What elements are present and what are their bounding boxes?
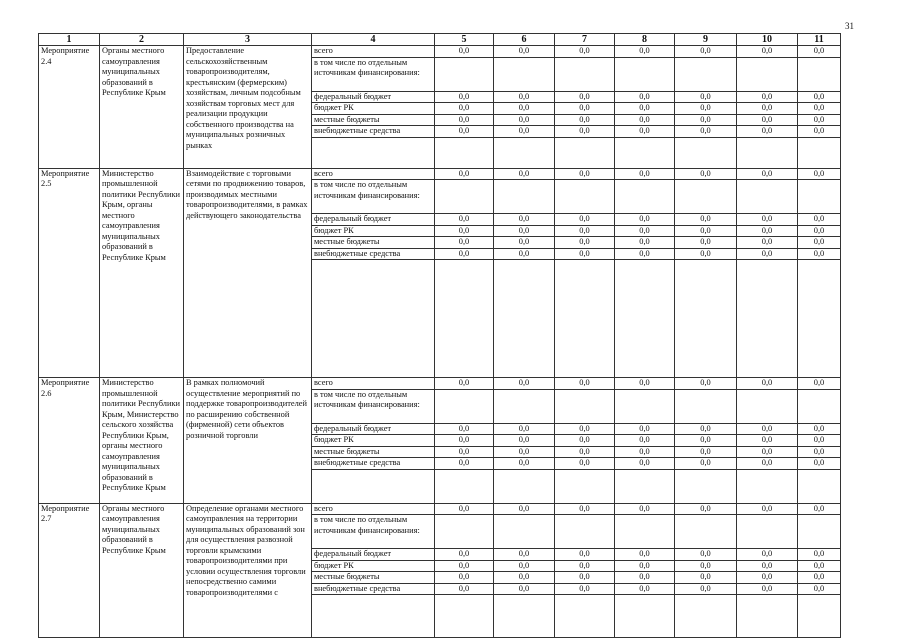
source-label: всего [312,378,435,390]
source-label: внебюджетные средства [312,458,435,470]
empty-cell [435,57,494,91]
value-cell: 0,0 [555,549,615,561]
value-cell: 0,0 [555,214,615,226]
value-cell: 0,0 [737,458,798,470]
empty-cell [494,180,555,214]
value-cell: 0,0 [615,46,675,58]
value-cell: 0,0 [435,214,494,226]
value-cell: 0,0 [555,91,615,103]
value-cell: 0,0 [737,248,798,260]
value-cell: 0,0 [798,549,841,561]
value-cell: 0,0 [798,103,841,115]
value-cell: 0,0 [615,103,675,115]
value-cell: 0,0 [435,46,494,58]
source-label: местные бюджеты [312,572,435,584]
measure-description: Предоставление сельскохозяйственным товаропроизводителям, крестьянским (фермерским) хозяйствам, личным подсобным хозяйствам торговых мест для реализации продукции собственного производства на муниципальных розничных рынках [184,46,312,169]
empty-cell [798,595,841,638]
value-cell: 0,0 [798,378,841,390]
value-cell: 0,0 [435,560,494,572]
source-label: внебюджетные средства [312,248,435,260]
empty-cell [737,57,798,91]
value-cell: 0,0 [798,458,841,470]
value-cell: 0,0 [555,225,615,237]
measure-total-row [39,46,841,58]
value-cell: 0,0 [615,549,675,561]
value-cell: 0,0 [435,248,494,260]
value-cell: 0,0 [737,225,798,237]
measure-total-row [39,378,841,390]
empty-cell [435,260,494,378]
value-cell: 0,0 [737,503,798,515]
empty-cell [737,515,798,549]
value-cell: 0,0 [555,46,615,58]
value-cell: 0,0 [435,103,494,115]
empty-cell [494,260,555,378]
value-cell: 0,0 [494,237,555,249]
value-cell: 0,0 [798,248,841,260]
value-cell: 0,0 [435,126,494,138]
empty-cell [798,57,841,91]
value-cell: 0,0 [798,91,841,103]
source-label: местные бюджеты [312,114,435,126]
value-cell: 0,0 [675,91,737,103]
value-cell: 0,0 [675,168,737,180]
value-cell: 0,0 [494,214,555,226]
measure-total-row [39,168,841,180]
value-cell: 0,0 [737,126,798,138]
source-label: в том числе по отдельным источникам финансирования: [312,57,435,91]
value-cell: 0,0 [798,583,841,595]
value-cell: 0,0 [675,435,737,447]
value-cell: 0,0 [675,378,737,390]
value-cell: 0,0 [798,214,841,226]
value-cell: 0,0 [555,572,615,584]
source-label: бюджет РК [312,103,435,115]
value-cell: 0,0 [435,114,494,126]
value-cell: 0,0 [435,237,494,249]
empty-cell [435,180,494,214]
empty-cell [494,515,555,549]
empty-cell [555,180,615,214]
empty-cell [615,180,675,214]
col-header: 4 [312,34,435,46]
source-label: всего [312,503,435,515]
source-label: федеральный бюджет [312,423,435,435]
value-cell: 0,0 [615,225,675,237]
value-cell: 0,0 [615,572,675,584]
source-label: федеральный бюджет [312,91,435,103]
measure-id: Мероприятие 2.4 [39,46,100,169]
empty-cell [798,137,841,168]
value-cell: 0,0 [435,91,494,103]
value-cell: 0,0 [555,423,615,435]
value-cell: 0,0 [494,435,555,447]
value-cell: 0,0 [615,237,675,249]
empty-cell [555,57,615,91]
empty-cell [435,469,494,503]
value-cell: 0,0 [555,248,615,260]
empty-cell [737,137,798,168]
source-label: всего [312,46,435,58]
value-cell: 0,0 [555,560,615,572]
value-cell: 0,0 [737,446,798,458]
value-cell: 0,0 [798,225,841,237]
value-cell: 0,0 [615,458,675,470]
empty-cell [555,469,615,503]
value-cell: 0,0 [675,214,737,226]
value-cell: 0,0 [675,114,737,126]
empty-cell [555,137,615,168]
empty-cell [675,389,737,423]
value-cell: 0,0 [494,114,555,126]
value-cell: 0,0 [615,248,675,260]
empty-cell [737,180,798,214]
value-cell: 0,0 [494,46,555,58]
value-cell: 0,0 [494,503,555,515]
value-cell: 0,0 [555,378,615,390]
measure-id: Мероприятие 2.6 [39,378,100,504]
empty-cell [435,515,494,549]
empty-cell [555,515,615,549]
value-cell: 0,0 [737,114,798,126]
value-cell: 0,0 [675,126,737,138]
value-cell: 0,0 [798,126,841,138]
empty-cell [737,260,798,378]
measure-description: Взаимодействие с торговыми сетями по продвижению товаров, производимых местными товаропроизводителями, в рамках действующего законодательства [184,168,312,378]
value-cell: 0,0 [435,446,494,458]
value-cell: 0,0 [615,435,675,447]
empty-cell [798,180,841,214]
value-cell: 0,0 [737,423,798,435]
value-cell: 0,0 [435,423,494,435]
value-cell: 0,0 [675,572,737,584]
value-cell: 0,0 [798,46,841,58]
value-cell: 0,0 [615,91,675,103]
empty-cell [675,469,737,503]
empty-cell [675,57,737,91]
value-cell: 0,0 [675,225,737,237]
source-label: внебюджетные средства [312,583,435,595]
value-cell: 0,0 [494,572,555,584]
measure-description: В рамках полномочий осуществление мероприятий по поддержке товаропроизводителей по расширению собственной (фирменной) сети объектов розничной торговли [184,378,312,504]
value-cell: 0,0 [798,446,841,458]
empty-cell [615,515,675,549]
empty-cell [615,137,675,168]
value-cell: 0,0 [494,560,555,572]
col-header: 11 [798,34,841,46]
value-cell: 0,0 [494,549,555,561]
source-label: местные бюджеты [312,446,435,458]
value-cell: 0,0 [737,168,798,180]
value-cell: 0,0 [435,225,494,237]
value-cell: 0,0 [555,446,615,458]
value-cell: 0,0 [737,572,798,584]
source-label: местные бюджеты [312,237,435,249]
value-cell: 0,0 [798,423,841,435]
value-cell: 0,0 [435,435,494,447]
empty-cell [737,469,798,503]
value-cell: 0,0 [615,378,675,390]
col-header: 9 [675,34,737,46]
empty-cell [798,260,841,378]
value-cell: 0,0 [494,168,555,180]
value-cell: 0,0 [555,126,615,138]
empty-cell [435,137,494,168]
value-cell: 0,0 [675,46,737,58]
measure-description: Определение органами местного самоуправления на территории муниципальных образований зон для осуществления развозной торговли крымскими товаропроизводителями при условии осуществления торговли непосредственно самими товаропроизводителями с [184,503,312,638]
empty-cell [555,389,615,423]
value-cell: 0,0 [494,423,555,435]
value-cell: 0,0 [737,549,798,561]
value-cell: 0,0 [555,435,615,447]
col-header: 6 [494,34,555,46]
measure-executor: Министерство промышленной политики Республики Крым, органы местного самоуправления муниципальных образований в Республике Крым [100,168,184,378]
empty-cell [737,595,798,638]
measure-executor: Органы местного самоуправления муниципальных образований в Республике Крым [100,46,184,169]
empty-cell [312,469,435,503]
value-cell: 0,0 [555,583,615,595]
empty-cell [675,180,737,214]
value-cell: 0,0 [675,560,737,572]
empty-cell [798,389,841,423]
empty-cell [312,260,435,378]
value-cell: 0,0 [435,458,494,470]
value-cell: 0,0 [798,237,841,249]
empty-cell [494,469,555,503]
empty-cell [435,389,494,423]
value-cell: 0,0 [675,458,737,470]
value-cell: 0,0 [798,503,841,515]
value-cell: 0,0 [675,583,737,595]
source-label: в том числе по отдельным источникам финансирования: [312,180,435,214]
col-header: 8 [615,34,675,46]
value-cell: 0,0 [675,248,737,260]
value-cell: 0,0 [675,446,737,458]
source-label: бюджет РК [312,560,435,572]
empty-cell [615,469,675,503]
value-cell: 0,0 [737,435,798,447]
empty-cell [435,595,494,638]
empty-cell [675,515,737,549]
value-cell: 0,0 [798,114,841,126]
value-cell: 0,0 [615,126,675,138]
value-cell: 0,0 [435,168,494,180]
value-cell: 0,0 [615,423,675,435]
value-cell: 0,0 [675,549,737,561]
value-cell: 0,0 [798,572,841,584]
empty-cell [675,595,737,638]
value-cell: 0,0 [555,114,615,126]
value-cell: 0,0 [737,91,798,103]
empty-cell [615,260,675,378]
empty-cell [555,595,615,638]
value-cell: 0,0 [675,103,737,115]
value-cell: 0,0 [737,237,798,249]
empty-cell [555,260,615,378]
value-cell: 0,0 [494,91,555,103]
value-cell: 0,0 [435,378,494,390]
empty-cell [312,137,435,168]
value-cell: 0,0 [675,423,737,435]
value-cell: 0,0 [555,503,615,515]
col-header: 10 [737,34,798,46]
measure-total-row [39,503,841,515]
value-cell: 0,0 [737,103,798,115]
value-cell: 0,0 [435,503,494,515]
value-cell: 0,0 [675,503,737,515]
source-label: федеральный бюджет [312,549,435,561]
value-cell: 0,0 [494,126,555,138]
value-cell: 0,0 [798,560,841,572]
value-cell: 0,0 [615,583,675,595]
measure-executor: Органы местного самоуправления муниципальных образований в Республике Крым [100,503,184,638]
value-cell: 0,0 [615,168,675,180]
value-cell: 0,0 [615,114,675,126]
value-cell: 0,0 [435,549,494,561]
page-number: 31 [845,21,854,31]
empty-cell [737,389,798,423]
empty-cell [494,57,555,91]
value-cell: 0,0 [435,583,494,595]
value-cell: 0,0 [798,435,841,447]
value-cell: 0,0 [737,583,798,595]
value-cell: 0,0 [737,378,798,390]
header-row [39,34,841,46]
value-cell: 0,0 [615,446,675,458]
value-cell: 0,0 [798,168,841,180]
value-cell: 0,0 [494,225,555,237]
empty-cell [615,389,675,423]
value-cell: 0,0 [555,103,615,115]
empty-cell [494,389,555,423]
measure-id: Мероприятие 2.7 [39,503,100,638]
empty-cell [494,137,555,168]
col-header: 7 [555,34,615,46]
source-label: всего [312,168,435,180]
value-cell: 0,0 [435,572,494,584]
value-cell: 0,0 [555,168,615,180]
source-label: бюджет РК [312,435,435,447]
funding-table [38,33,841,638]
empty-cell [675,137,737,168]
value-cell: 0,0 [615,214,675,226]
value-cell: 0,0 [494,103,555,115]
col-header: 5 [435,34,494,46]
value-cell: 0,0 [737,214,798,226]
source-label: внебюджетные средства [312,126,435,138]
value-cell: 0,0 [494,378,555,390]
source-label: федеральный бюджет [312,214,435,226]
value-cell: 0,0 [494,248,555,260]
measure-executor: Министерство промышленной политики Республики Крым, Министерство сельского хозяйства Республики Крым, органы местного самоуправления муниципальных образований в Республике Крым [100,378,184,504]
value-cell: 0,0 [675,237,737,249]
empty-cell [312,595,435,638]
col-header: 1 [39,34,100,46]
value-cell: 0,0 [737,560,798,572]
empty-cell [675,260,737,378]
col-header: 2 [100,34,184,46]
source-label: в том числе по отдельным источникам финансирования: [312,389,435,423]
empty-cell [798,469,841,503]
empty-cell [798,515,841,549]
value-cell: 0,0 [555,458,615,470]
empty-cell [494,595,555,638]
empty-cell [615,57,675,91]
value-cell: 0,0 [615,503,675,515]
value-cell: 0,0 [494,458,555,470]
value-cell: 0,0 [494,583,555,595]
source-label: в том числе по отдельным источникам финансирования: [312,515,435,549]
col-header: 3 [184,34,312,46]
value-cell: 0,0 [494,446,555,458]
measure-id: Мероприятие 2.5 [39,168,100,378]
value-cell: 0,0 [555,237,615,249]
empty-cell [615,595,675,638]
value-cell: 0,0 [615,560,675,572]
source-label: бюджет РК [312,225,435,237]
value-cell: 0,0 [737,46,798,58]
